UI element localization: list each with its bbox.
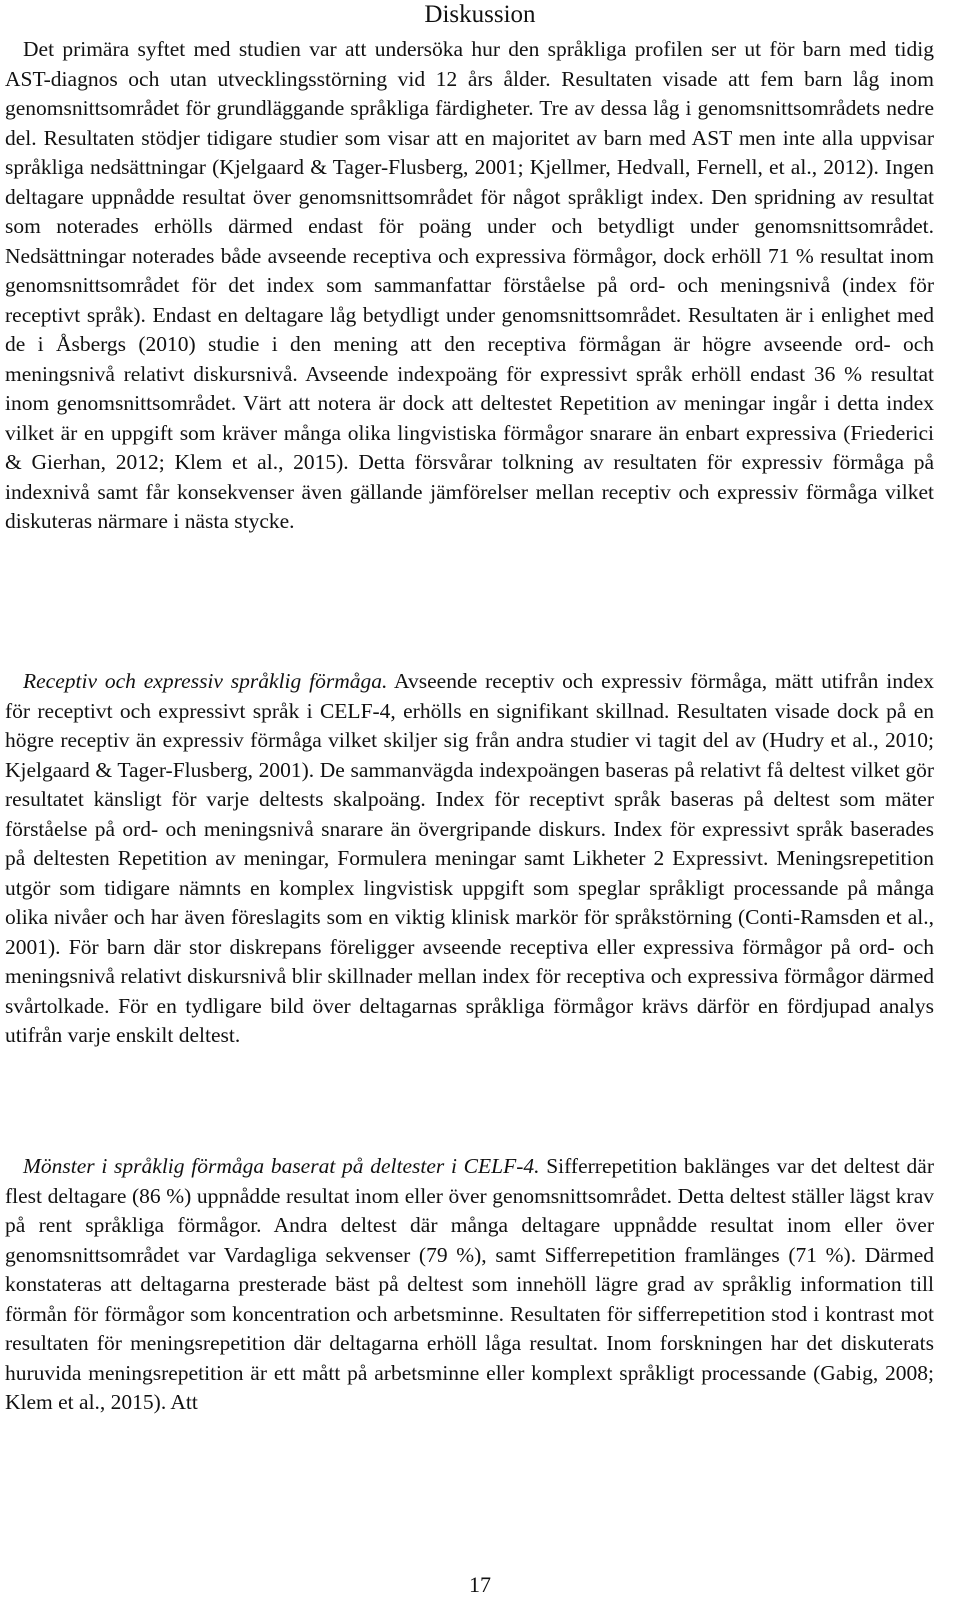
paragraph-3-text: Sifferrepetition baklänges var det deltest där flest deltagare (86 %) uppnådde resultat inom eller över genomsnittsområdet. Detta deltest ställer lägst krav på rent språkliga förmågor. Andra deltest där många deltagare uppnådde resultat inom eller över genomsnittsområdet var Vardagliga sekvenser (79 %), samt Sifferrepetition framlänges (71 %). Därmed konstateras att deltagarna presterade bäst på deltest som innehöll lägre grad av språklig information till förmån för förmågor som koncentration och arbetsminne. Resultaten för sifferrepetition stod i kontrast mot resultaten för meningsrepetition där deltagarna erhöll låga resultat. Inom forskningen har det diskuterats huruvida meningsrepetition är ett mått på arbetsminne eller komplext språkligt processande (Gabig, 2008; Klem et al., 2015). Att xyxy=(5,1154,934,1414)
paragraph-2 xyxy=(5,667,934,1051)
paragraph-1-text: Det primära syftet med studien var att undersöka hur den språkliga profilen ser ut för barn med tidig AST-diagnos och utan utvecklingsstörning vid 12 års ålder. Resultaten visade att fem barn låg inom genomsnittsområdet för grundläggande språkliga färdigheter. Tre av dessa låg i genomsnittsområdets nedre del. Resultaten stödjer tidigare studier som visar att en majoritet av barn med AST men inte alla uppvisar språkliga nedsättningar (Kjelgaard & Tager-Flusberg, 2001; Kjellmer, Hedvall, Fernell, et al., 2012). Ingen deltagare uppnådde resultat över genomsnittsområdet för något språkligt index. Den spridning av resultat som noterades erhölls därmed endast för poäng under och betydligt under genomsnittsområdet. Nedsättningar noterades både avseende receptiva och expressiva förmågor, dock erhöll 71 % resultat inom genomsnittsområdet för det index som sammanfattar förståelse på ord- och meningsnivå (index för receptivt språk). Endast en deltagare låg betydligt under genomsnittsområdet. Resultaten är i enlighet med de i Åsbergs (2010) studie i den mening att den receptiva förmågan är högre avseende ord- och meningsnivå relativt diskursnivå. Avseende indexpoäng för expressivt språk erhöll endast 36 % resultat inom genomsnittsområdet. Värt att notera är dock att deltestet Repetition av meningar ingår i detta index vilket är en uppgift som kräver många olika lingvistiska förmågor snarare än enbart expressiva (Friederici & Gierhan, 2012; Klem et al., 2015). Detta försvårar tolkning av resultaten för expressiv förmåga på indexnivå samt får konsekvenser även gällande jämförelser mellan receptiv och expressiv förmåga vilket diskuteras närmare i nästa stycke. xyxy=(5,37,934,533)
paragraph-1 xyxy=(5,35,934,537)
paragraph-2-text: Avseende receptiv och expressiv förmåga, mätt utifrån index för receptivt och expressivt språk i CELF-4, erhölls en signifikant skillnad. Resultaten visade dock på en högre receptiv än expressiv förmåga vilket skiljer sig från andra studier vi tagit del av (Hudry et al., 2010; Kjelgaard & Tager-Flusberg, 2001). De sammanvägda indexpoängen baseras på relativt få deltest vilket gör resultatet känsligt för varje deltests skalpoäng. Index för receptivt språk baseras på deltest som mäter förståelse på ord- och meningsnivå snarare än övergripande diskurs. Index för expressivt språk baserades på deltesten Repetition av meningar, Formulera meningar samt Likheter 2 Expressivt. Meningsrepetition utgör som tidigare nämnts en komplex lingvistisk uppgift som speglar språkligt processande på många olika nivåer och har även föreslagits som en viktig klinisk markör för språkstörning (Conti-Ramsden et al., 2001). För barn där stor diskrepans föreligger avseende receptiva eller expressiva förmågor på ord- och meningsnivå relativt diskursnivå blir skillnader mellan index för receptiva och expressiva förmågor därmed svårtolkade. För en tydligare bild över deltagarnas språkliga förmågor krävs därför en fördjupad analys utifrån varje enskilt deltest. xyxy=(5,669,934,1047)
section-heading: Diskussion xyxy=(424,1,536,28)
paragraph-2-lead: Receptiv och expressiv språklig förmåga. xyxy=(23,669,388,693)
paragraph-3 xyxy=(5,1152,934,1418)
paragraph-3-lead: Mönster i språklig förmåga baserat på deltester i CELF-4. xyxy=(23,1154,540,1178)
page-number: 17 xyxy=(469,1572,491,1597)
